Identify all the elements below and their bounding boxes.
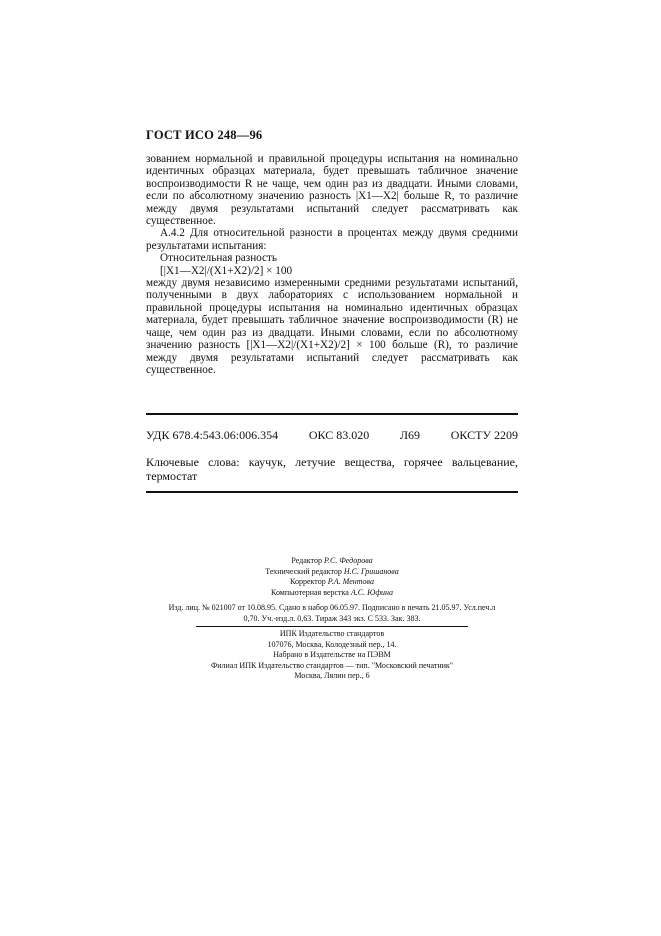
credits [146,556,518,598]
okstu-code: ОКСТУ 2209 [450,428,518,442]
publisher-line: ИПК Издательство стандартов [279,629,385,638]
udk-code: УДК 678.4:543.06:006.354 [146,428,279,442]
classification-line [146,428,518,443]
publisher-line: Набрано в Издательстве на ПЭВМ [273,650,391,660]
publisher-line: 107076, Москва, Колодезный пер., 14. [267,639,397,649]
divider-bottom [146,491,518,493]
publisher-info [146,629,518,682]
credit-layout: Компьютерная верстка А.С. Юфина [271,587,393,597]
print-info-line-1: Изд. лиц. № 021007 от 10.08.95. Сдано в набор 06.05.97. Подписано в печать 21.05.97. Усл.печ.л [168,603,496,612]
print-info [146,603,518,624]
body-text [146,153,518,376]
paragraph-3: между двумя независимо измеренными средними результатами испытаний, полученными в двух лабораториях с использованием нормальной и правильной процедуры испытания на номинально идентичных образцах материала, будет превышать табличное значение воспроизводимости (R) не чаще, чем один раз из двадцати. Иными словами, если по абсолютному значению разность [|X1—X2|/(X1+X2)/2] × 100 больше (R), то различие между двумя результатами испытаний следует рассматривать как существенное. [146,277,518,376]
paragraph-1: зованием нормальной и правильной процедуры испытания на номинально идентичных образцах материала, будет превышать табличное значение воспроизводимости R не чаще, чем один раз из двадцати. Иными словами, если по абсолютному значению разность |X1—X2| больше R, то различие между двумя результатами испытаний следует рассматривать как существенное. [146,153,518,228]
credit-tech-editor: Технический редактор Н.С. Гришанова [265,566,399,576]
paragraph-2: А.4.2 Для относительной разности в процентах между двумя средними результатами испытания: [146,227,518,252]
publisher-line: Москва, Лялин пер., 6 [294,671,370,681]
credit-editor: Редактор Р.С. Федорова [291,556,373,565]
divider-small [196,626,468,627]
standard-header: ГОСТ ИСО 248—96 [146,128,263,142]
credit-proofreader: Корректор Р.А. Ментова [290,577,374,586]
keywords: Ключевые слова: каучук, летучие вещества, горячее вальцевание, термостат [146,455,518,483]
l-code: Л69 [399,428,421,442]
formula-label: Относительная разность [160,252,278,265]
publisher-line: Филиал ИПК Издательство стандартов — тип. "Московский печатник" [210,660,454,670]
formula: [|X1—X2|/(X1+X2)/2] × 100 [160,264,293,277]
divider-top [146,413,518,415]
print-info-line-2: 0,70. Уч.-изд.л. 0,63. Тираж 343 экз. С 533. Зак. 383. [243,613,421,623]
oks-code: ОКС 83.020 [308,428,370,442]
